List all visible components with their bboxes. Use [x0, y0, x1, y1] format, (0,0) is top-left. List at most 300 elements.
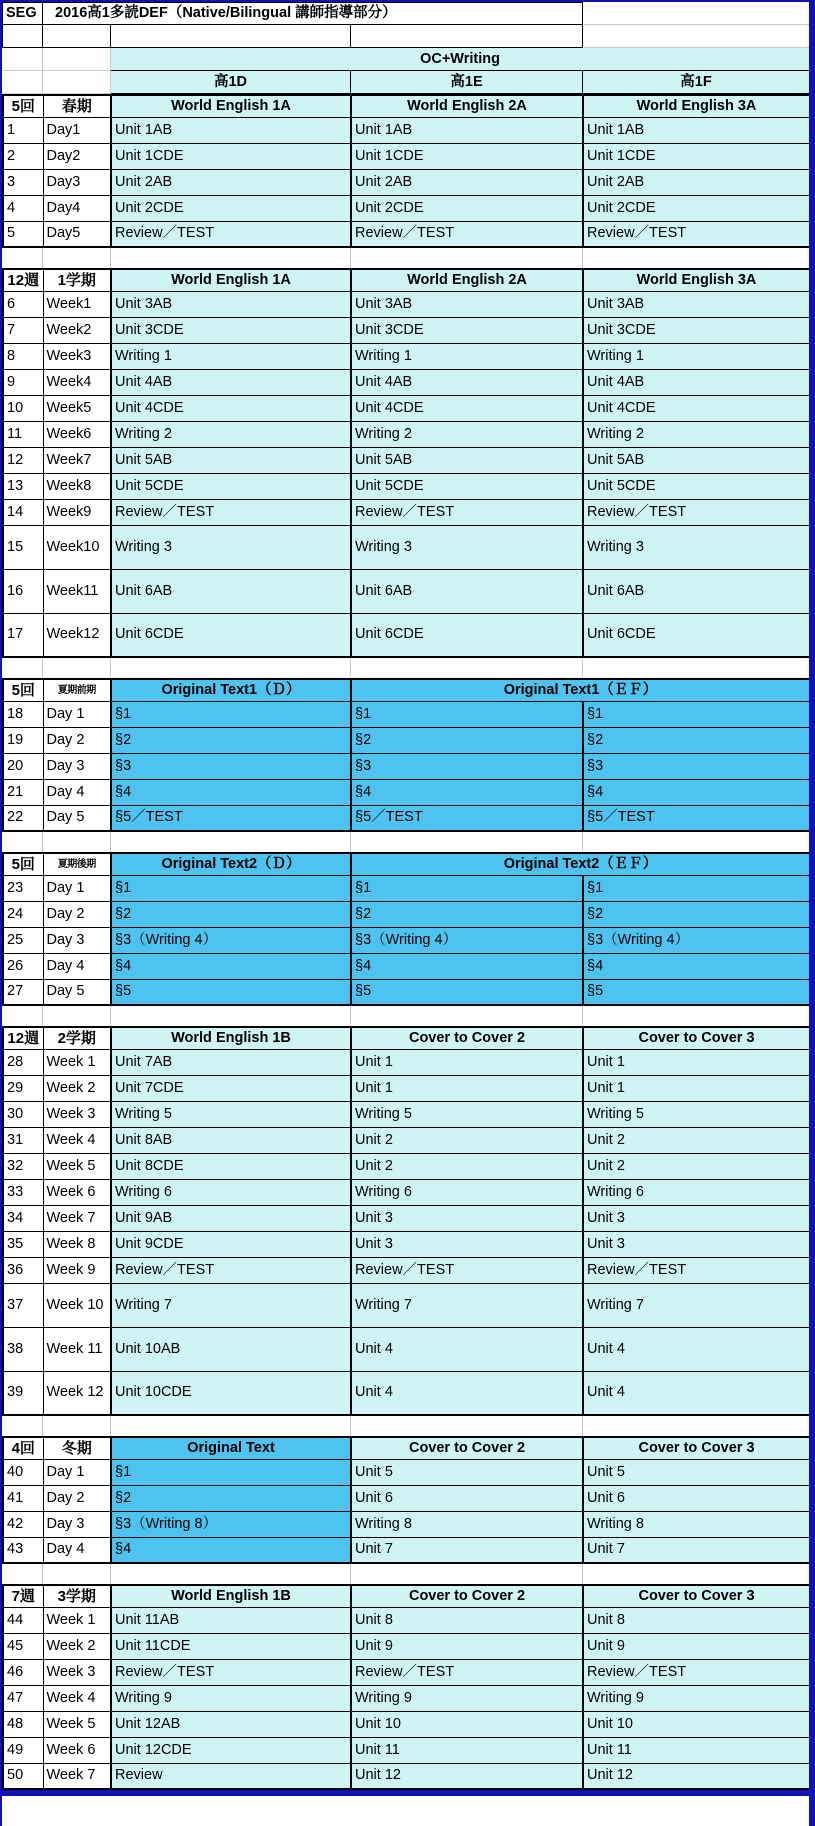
section-term-cell[interactable]: 夏期後期	[43, 853, 111, 875]
row-number-cell[interactable]: 17	[3, 613, 43, 657]
row-label-cell[interactable]: Week 12	[43, 1371, 111, 1415]
schedule-cell[interactable]: Unit 5AB	[583, 447, 810, 473]
schedule-cell[interactable]: Unit 5	[583, 1459, 810, 1485]
schedule-cell[interactable]: Unit 1AB	[583, 117, 810, 143]
schedule-cell[interactable]: Review／TEST	[351, 221, 583, 247]
schedule-cell[interactable]: Review／TEST	[351, 499, 583, 525]
schedule-cell[interactable]: Writing 1	[583, 343, 810, 369]
section-term-cell[interactable]: 冬期	[43, 1437, 111, 1459]
schedule-cell[interactable]: Unit 3AB	[351, 291, 583, 317]
schedule-cell[interactable]: Review／TEST	[583, 1257, 810, 1283]
schedule-cell[interactable]: Unit 2AB	[583, 169, 810, 195]
row-number-cell[interactable]: 27	[3, 979, 43, 1005]
schedule-cell[interactable]: Unit 8AB	[111, 1127, 351, 1153]
course-header-cell[interactable]: Cover to Cover 2	[351, 1027, 583, 1049]
schedule-cell[interactable]: Unit 4CDE	[583, 395, 810, 421]
row-label-cell[interactable]: Day3	[43, 169, 111, 195]
row-number-cell[interactable]: 3	[3, 169, 43, 195]
schedule-cell[interactable]: Writing 9	[351, 1685, 583, 1711]
schedule-cell[interactable]: §3（Writing 4）	[351, 927, 583, 953]
row-number-cell[interactable]: 46	[3, 1659, 43, 1685]
schedule-cell[interactable]: §3	[111, 753, 351, 779]
schedule-cell[interactable]: §2	[583, 901, 810, 927]
course-header-cell[interactable]: Cover to Cover 3	[583, 1585, 810, 1607]
schedule-cell[interactable]: §5	[351, 979, 583, 1005]
row-number-cell[interactable]: 20	[3, 753, 43, 779]
schedule-cell[interactable]: Unit 1	[583, 1075, 810, 1101]
row-label-cell[interactable]: Week6	[43, 421, 111, 447]
schedule-cell[interactable]: Unit 3AB	[583, 291, 810, 317]
row-number-cell[interactable]: 14	[3, 499, 43, 525]
schedule-cell[interactable]: Unit 2	[583, 1127, 810, 1153]
schedule-cell[interactable]: Unit 5CDE	[583, 473, 810, 499]
group-header-oc-writing[interactable]: OC+Writing	[111, 48, 810, 71]
schedule-cell[interactable]: Unit 3CDE	[111, 317, 351, 343]
schedule-cell[interactable]: Review／TEST	[583, 221, 810, 247]
section-term-cell[interactable]: 1学期	[43, 269, 111, 291]
schedule-cell[interactable]: Unit 3	[583, 1231, 810, 1257]
schedule-cell[interactable]: Unit 2CDE	[351, 195, 583, 221]
empty-cell[interactable]	[43, 48, 111, 71]
schedule-cell[interactable]: Unit 9	[351, 1633, 583, 1659]
row-number-cell[interactable]: 45	[3, 1633, 43, 1659]
row-label-cell[interactable]: Week1	[43, 291, 111, 317]
schedule-cell[interactable]: Unit 6CDE	[583, 613, 810, 657]
empty-cell[interactable]	[3, 48, 43, 71]
section-count-cell[interactable]: 5回	[3, 95, 43, 117]
row-number-cell[interactable]: 48	[3, 1711, 43, 1737]
schedule-cell[interactable]: Unit 11AB	[111, 1607, 351, 1633]
schedule-cell[interactable]: Unit 2	[351, 1127, 583, 1153]
course-header-cell[interactable]: World English 2A	[351, 95, 583, 117]
schedule-cell[interactable]: Writing 8	[583, 1511, 810, 1537]
row-label-cell[interactable]: Week 1	[43, 1607, 111, 1633]
sheet-title[interactable]: 2016高1多読DEF（Native/Bilingual 講師指導部分）	[43, 3, 583, 25]
class-header-1f[interactable]: 高1F	[583, 71, 810, 94]
row-label-cell[interactable]: Week12	[43, 613, 111, 657]
row-label-cell[interactable]: Day 2	[43, 1485, 111, 1511]
schedule-cell[interactable]: Unit 10AB	[111, 1327, 351, 1371]
schedule-cell[interactable]: §1	[351, 875, 583, 901]
schedule-cell[interactable]: Unit 6AB	[583, 569, 810, 613]
empty-cell[interactable]	[583, 25, 810, 48]
row-label-cell[interactable]: Week 7	[43, 1205, 111, 1231]
row-label-cell[interactable]: Day 5	[43, 979, 111, 1005]
class-header-1e[interactable]: 高1E	[351, 71, 583, 94]
section-term-cell[interactable]: 3学期	[43, 1585, 111, 1607]
schedule-cell[interactable]: Unit 8CDE	[111, 1153, 351, 1179]
row-label-cell[interactable]: Week 8	[43, 1231, 111, 1257]
schedule-cell[interactable]: Unit 3AB	[111, 291, 351, 317]
row-label-cell[interactable]: Week 11	[43, 1327, 111, 1371]
schedule-cell[interactable]: Unit 5AB	[111, 447, 351, 473]
schedule-cell[interactable]: Unit 4	[351, 1371, 583, 1415]
schedule-cell[interactable]: Unit 5CDE	[111, 473, 351, 499]
schedule-cell[interactable]: Unit 1	[583, 1049, 810, 1075]
schedule-cell[interactable]: Unit 1CDE	[351, 143, 583, 169]
schedule-cell[interactable]: §3	[583, 753, 810, 779]
row-number-cell[interactable]: 50	[3, 1763, 43, 1789]
row-label-cell[interactable]: Day 3	[43, 927, 111, 953]
schedule-cell[interactable]: §3（Writing 8）	[111, 1511, 351, 1537]
course-header-cell[interactable]: Cover to Cover 2	[351, 1437, 583, 1459]
schedule-cell[interactable]: §5／TEST	[111, 805, 351, 831]
schedule-cell[interactable]: Writing 1	[111, 343, 351, 369]
schedule-cell[interactable]: §1	[351, 701, 583, 727]
row-number-cell[interactable]: 40	[3, 1459, 43, 1485]
schedule-cell[interactable]: Writing 7	[351, 1283, 583, 1327]
row-number-cell[interactable]: 35	[3, 1231, 43, 1257]
schedule-cell[interactable]: Writing 6	[583, 1179, 810, 1205]
schedule-cell[interactable]: Unit 4	[583, 1327, 810, 1371]
schedule-cell[interactable]: Unit 10CDE	[111, 1371, 351, 1415]
row-label-cell[interactable]: Week 3	[43, 1101, 111, 1127]
row-number-cell[interactable]: 49	[3, 1737, 43, 1763]
schedule-cell[interactable]: Unit 6AB	[351, 569, 583, 613]
schedule-cell[interactable]: Unit 6CDE	[111, 613, 351, 657]
section-term-cell[interactable]: 春期	[43, 95, 111, 117]
row-number-cell[interactable]: 39	[3, 1371, 43, 1415]
course-header-cell[interactable]: World English 1B	[111, 1027, 351, 1049]
schedule-cell[interactable]: Unit 5	[351, 1459, 583, 1485]
schedule-cell[interactable]: Unit 4CDE	[111, 395, 351, 421]
schedule-cell[interactable]: Writing 7	[111, 1283, 351, 1327]
schedule-cell[interactable]: Writing 8	[351, 1511, 583, 1537]
schedule-cell[interactable]: §2	[351, 901, 583, 927]
schedule-cell[interactable]: §5	[111, 979, 351, 1005]
schedule-cell[interactable]: §4	[111, 1537, 351, 1563]
empty-cell[interactable]	[3, 25, 43, 48]
schedule-cell[interactable]: Unit 6AB	[111, 569, 351, 613]
row-label-cell[interactable]: Week 4	[43, 1127, 111, 1153]
row-number-cell[interactable]: 38	[3, 1327, 43, 1371]
row-number-cell[interactable]: 44	[3, 1607, 43, 1633]
row-number-cell[interactable]: 41	[3, 1485, 43, 1511]
row-number-cell[interactable]: 37	[3, 1283, 43, 1327]
schedule-cell[interactable]: Unit 1AB	[111, 117, 351, 143]
schedule-cell[interactable]: Writing 5	[111, 1101, 351, 1127]
schedule-cell[interactable]: Unit 4AB	[351, 369, 583, 395]
row-number-cell[interactable]: 10	[3, 395, 43, 421]
schedule-cell[interactable]: Unit 2CDE	[111, 195, 351, 221]
section-term-cell[interactable]: 夏期前期	[43, 679, 111, 701]
schedule-cell[interactable]: Unit 10	[351, 1711, 583, 1737]
row-label-cell[interactable]: Week 2	[43, 1075, 111, 1101]
section-count-cell[interactable]: 12週	[3, 269, 43, 291]
row-label-cell[interactable]: Day 4	[43, 953, 111, 979]
schedule-cell[interactable]: Unit 7CDE	[111, 1075, 351, 1101]
schedule-cell[interactable]: Unit 6	[351, 1485, 583, 1511]
row-label-cell[interactable]: Week4	[43, 369, 111, 395]
schedule-cell[interactable]: §2	[111, 727, 351, 753]
row-label-cell[interactable]: Week 6	[43, 1737, 111, 1763]
schedule-cell[interactable]: §4	[351, 953, 583, 979]
schedule-cell[interactable]: Unit 1AB	[351, 117, 583, 143]
row-label-cell[interactable]: Day 1	[43, 701, 111, 727]
course-header-cell[interactable]: Cover to Cover 3	[583, 1437, 810, 1459]
schedule-cell[interactable]: Unit 3	[351, 1231, 583, 1257]
schedule-cell[interactable]: Review／TEST	[351, 1659, 583, 1685]
corner-cell[interactable]: SEG	[3, 3, 43, 25]
schedule-cell[interactable]: Writing 3	[111, 525, 351, 569]
row-number-cell[interactable]: 23	[3, 875, 43, 901]
schedule-cell[interactable]: §2	[351, 727, 583, 753]
schedule-cell[interactable]: §3（Writing 4）	[111, 927, 351, 953]
schedule-cell[interactable]: Writing 2	[351, 421, 583, 447]
schedule-cell[interactable]: Unit 11CDE	[111, 1633, 351, 1659]
row-label-cell[interactable]: Day4	[43, 195, 111, 221]
schedule-cell[interactable]: Unit 8	[583, 1607, 810, 1633]
schedule-cell[interactable]: Unit 1CDE	[111, 143, 351, 169]
schedule-cell[interactable]: Review／TEST	[111, 499, 351, 525]
row-number-cell[interactable]: 28	[3, 1049, 43, 1075]
row-number-cell[interactable]: 13	[3, 473, 43, 499]
schedule-cell[interactable]: Unit 12	[583, 1763, 810, 1789]
schedule-cell[interactable]: Unit 2CDE	[583, 195, 810, 221]
schedule-cell[interactable]: Unit 11	[583, 1737, 810, 1763]
schedule-cell[interactable]: Writing 9	[111, 1685, 351, 1711]
row-label-cell[interactable]: Week 3	[43, 1659, 111, 1685]
row-label-cell[interactable]: Day 5	[43, 805, 111, 831]
schedule-cell[interactable]: Unit 4	[583, 1371, 810, 1415]
row-label-cell[interactable]: Week 10	[43, 1283, 111, 1327]
row-number-cell[interactable]: 12	[3, 447, 43, 473]
schedule-cell[interactable]: §2	[111, 901, 351, 927]
schedule-cell[interactable]: Unit 8	[351, 1607, 583, 1633]
row-label-cell[interactable]: Week3	[43, 343, 111, 369]
schedule-cell[interactable]: Unit 6	[583, 1485, 810, 1511]
schedule-cell[interactable]: §2	[583, 727, 810, 753]
schedule-cell[interactable]: Review／TEST	[583, 499, 810, 525]
course-header-cell[interactable]: Original Text2（Ｄ）	[111, 853, 351, 875]
row-number-cell[interactable]: 6	[3, 291, 43, 317]
schedule-cell[interactable]: Unit 1	[351, 1075, 583, 1101]
course-header-cell[interactable]: World English 3A	[583, 95, 810, 117]
schedule-cell[interactable]: §4	[111, 779, 351, 805]
row-label-cell[interactable]: Week7	[43, 447, 111, 473]
row-label-cell[interactable]: Day 2	[43, 727, 111, 753]
schedule-cell[interactable]: Unit 3	[351, 1205, 583, 1231]
schedule-cell[interactable]: Writing 1	[351, 343, 583, 369]
schedule-cell[interactable]: Writing 9	[583, 1685, 810, 1711]
schedule-cell[interactable]: §3	[351, 753, 583, 779]
row-label-cell[interactable]: Day 2	[43, 901, 111, 927]
schedule-cell[interactable]: Unit 1CDE	[583, 143, 810, 169]
schedule-cell[interactable]: Unit 7	[351, 1537, 583, 1563]
schedule-cell[interactable]: Unit 7	[583, 1537, 810, 1563]
schedule-cell[interactable]: Writing 5	[351, 1101, 583, 1127]
course-header-cell[interactable]: Original Text1（ＥＦ）	[351, 679, 810, 701]
schedule-cell[interactable]: Review	[111, 1763, 351, 1789]
empty-cell[interactable]	[351, 25, 583, 48]
schedule-cell[interactable]: Unit 4AB	[583, 369, 810, 395]
schedule-cell[interactable]: Review／TEST	[111, 1257, 351, 1283]
row-number-cell[interactable]: 4	[3, 195, 43, 221]
row-number-cell[interactable]: 36	[3, 1257, 43, 1283]
row-label-cell[interactable]: Week 2	[43, 1633, 111, 1659]
row-number-cell[interactable]: 1	[3, 117, 43, 143]
empty-cell[interactable]	[111, 25, 351, 48]
course-header-cell[interactable]: World English 1A	[111, 269, 351, 291]
row-number-cell[interactable]: 25	[3, 927, 43, 953]
schedule-cell[interactable]: §3（Writing 4）	[583, 927, 810, 953]
row-label-cell[interactable]: Week10	[43, 525, 111, 569]
row-label-cell[interactable]: Week5	[43, 395, 111, 421]
schedule-cell[interactable]: §4	[583, 953, 810, 979]
row-number-cell[interactable]: 15	[3, 525, 43, 569]
schedule-cell[interactable]: Unit 2AB	[351, 169, 583, 195]
row-label-cell[interactable]: Day 1	[43, 1459, 111, 1485]
row-label-cell[interactable]: Day 3	[43, 753, 111, 779]
row-number-cell[interactable]: 47	[3, 1685, 43, 1711]
schedule-cell[interactable]: Unit 9CDE	[111, 1231, 351, 1257]
row-label-cell[interactable]: Day1	[43, 117, 111, 143]
row-number-cell[interactable]: 33	[3, 1179, 43, 1205]
course-header-cell[interactable]: World English 3A	[583, 269, 810, 291]
section-count-cell[interactable]: 4回	[3, 1437, 43, 1459]
schedule-cell[interactable]: Unit 3CDE	[583, 317, 810, 343]
row-label-cell[interactable]: Week11	[43, 569, 111, 613]
row-number-cell[interactable]: 32	[3, 1153, 43, 1179]
course-header-cell[interactable]: Original Text2（ＥＦ）	[351, 853, 810, 875]
row-label-cell[interactable]: Day 1	[43, 875, 111, 901]
row-label-cell[interactable]: Week 1	[43, 1049, 111, 1075]
schedule-cell[interactable]: Unit 5AB	[351, 447, 583, 473]
row-number-cell[interactable]: 43	[3, 1537, 43, 1563]
schedule-cell[interactable]: Unit 6CDE	[351, 613, 583, 657]
schedule-cell[interactable]: Unit 4	[351, 1327, 583, 1371]
empty-cell[interactable]	[3, 71, 43, 94]
row-label-cell[interactable]: Week 9	[43, 1257, 111, 1283]
row-label-cell[interactable]: Day 3	[43, 1511, 111, 1537]
schedule-cell[interactable]: Writing 3	[351, 525, 583, 569]
schedule-cell[interactable]: Unit 1	[351, 1049, 583, 1075]
schedule-cell[interactable]: Unit 2AB	[111, 169, 351, 195]
row-label-cell[interactable]: Week8	[43, 473, 111, 499]
row-number-cell[interactable]: 5	[3, 221, 43, 247]
schedule-cell[interactable]: Unit 2	[351, 1153, 583, 1179]
schedule-cell[interactable]: Unit 9AB	[111, 1205, 351, 1231]
row-number-cell[interactable]: 30	[3, 1101, 43, 1127]
schedule-cell[interactable]: §5	[583, 979, 810, 1005]
row-label-cell[interactable]: Day 4	[43, 1537, 111, 1563]
row-label-cell[interactable]: Week9	[43, 499, 111, 525]
empty-cell[interactable]	[43, 71, 111, 94]
row-number-cell[interactable]: 42	[3, 1511, 43, 1537]
schedule-cell[interactable]: Writing 2	[111, 421, 351, 447]
schedule-cell[interactable]: Unit 3	[583, 1205, 810, 1231]
schedule-cell[interactable]: §1	[583, 875, 810, 901]
row-label-cell[interactable]: Week 5	[43, 1711, 111, 1737]
row-number-cell[interactable]: 18	[3, 701, 43, 727]
row-label-cell[interactable]: Day 4	[43, 779, 111, 805]
table-row	[3, 1459, 810, 1485]
row-number-cell[interactable]: 34	[3, 1205, 43, 1231]
row-number-cell[interactable]: 8	[3, 343, 43, 369]
schedule-cell[interactable]: Review／TEST	[583, 1659, 810, 1685]
schedule-cell[interactable]: Unit 10	[583, 1711, 810, 1737]
row-label-cell[interactable]: Day5	[43, 221, 111, 247]
row-number-cell[interactable]: 7	[3, 317, 43, 343]
row-number-cell[interactable]: 26	[3, 953, 43, 979]
row-number-cell[interactable]: 16	[3, 569, 43, 613]
schedule-cell[interactable]: Writing 7	[583, 1283, 810, 1327]
row-label-cell[interactable]: Week 4	[43, 1685, 111, 1711]
schedule-cell[interactable]: Writing 3	[583, 525, 810, 569]
course-header-cell[interactable]: World English 1A	[111, 95, 351, 117]
empty-cell[interactable]	[43, 25, 111, 48]
schedule-cell[interactable]: Review／TEST	[111, 221, 351, 247]
row-number-cell[interactable]: 11	[3, 421, 43, 447]
row-number-cell[interactable]: 29	[3, 1075, 43, 1101]
section-count-cell[interactable]: 7週	[3, 1585, 43, 1607]
row-number-cell[interactable]: 19	[3, 727, 43, 753]
course-header-cell[interactable]: Original Text	[111, 1437, 351, 1459]
schedule-cell[interactable]: §4	[111, 953, 351, 979]
schedule-cell[interactable]: Unit 12	[351, 1763, 583, 1789]
schedule-cell[interactable]: Unit 5CDE	[351, 473, 583, 499]
row-label-cell[interactable]: Week 7	[43, 1763, 111, 1789]
row-number-cell[interactable]: 22	[3, 805, 43, 831]
schedule-cell[interactable]: §4	[351, 779, 583, 805]
section-term-cell[interactable]: 2学期	[43, 1027, 111, 1049]
row-label-cell[interactable]: Day2	[43, 143, 111, 169]
schedule-cell[interactable]: Writing 6	[351, 1179, 583, 1205]
course-header-cell[interactable]: World English 1B	[111, 1585, 351, 1607]
schedule-cell[interactable]: Writing 6	[111, 1179, 351, 1205]
section-count-cell[interactable]: 5回	[3, 679, 43, 701]
schedule-cell[interactable]: §5／TEST	[583, 805, 810, 831]
schedule-cell[interactable]: Review／TEST	[111, 1659, 351, 1685]
course-header-cell[interactable]: World English 2A	[351, 269, 583, 291]
schedule-cell[interactable]: §5／TEST	[351, 805, 583, 831]
row-label-cell[interactable]: Week2	[43, 317, 111, 343]
course-header-cell[interactable]: Cover to Cover 2	[351, 1585, 583, 1607]
section-count-cell[interactable]: 12週	[3, 1027, 43, 1049]
schedule-cell[interactable]: §2	[111, 1485, 351, 1511]
schedule-cell[interactable]: Unit 4CDE	[351, 395, 583, 421]
schedule-cell[interactable]: §4	[583, 779, 810, 805]
section-count-cell[interactable]: 5回	[3, 853, 43, 875]
schedule-cell[interactable]: Unit 4AB	[111, 369, 351, 395]
schedule-cell[interactable]: Unit 12CDE	[111, 1737, 351, 1763]
schedule-cell[interactable]: Writing 5	[583, 1101, 810, 1127]
row-label-cell[interactable]: Week 6	[43, 1179, 111, 1205]
row-number-cell[interactable]: 24	[3, 901, 43, 927]
schedule-cell[interactable]: §1	[583, 701, 810, 727]
schedule-cell[interactable]: §1	[111, 1459, 351, 1485]
course-header-cell[interactable]: Original Text1（Ｄ）	[111, 679, 351, 701]
schedule-cell[interactable]: Unit 2	[583, 1153, 810, 1179]
schedule-cell[interactable]: Unit 9	[583, 1633, 810, 1659]
schedule-cell[interactable]: §1	[111, 875, 351, 901]
schedule-cell[interactable]: Writing 2	[583, 421, 810, 447]
schedule-cell[interactable]: Review／TEST	[351, 1257, 583, 1283]
row-number-cell[interactable]: 31	[3, 1127, 43, 1153]
row-number-cell[interactable]: 9	[3, 369, 43, 395]
schedule-cell[interactable]: Unit 7AB	[111, 1049, 351, 1075]
row-number-cell[interactable]: 21	[3, 779, 43, 805]
schedule-cell[interactable]: §1	[111, 701, 351, 727]
schedule-cell[interactable]: Unit 11	[351, 1737, 583, 1763]
row-label-cell[interactable]: Week 5	[43, 1153, 111, 1179]
course-header-cell[interactable]: Cover to Cover 3	[583, 1027, 810, 1049]
empty-cell[interactable]	[583, 3, 810, 25]
class-header-1d[interactable]: 高1D	[111, 71, 351, 94]
schedule-cell[interactable]: Unit 3CDE	[351, 317, 583, 343]
row-number-cell[interactable]: 2	[3, 143, 43, 169]
schedule-cell[interactable]: Unit 12AB	[111, 1711, 351, 1737]
